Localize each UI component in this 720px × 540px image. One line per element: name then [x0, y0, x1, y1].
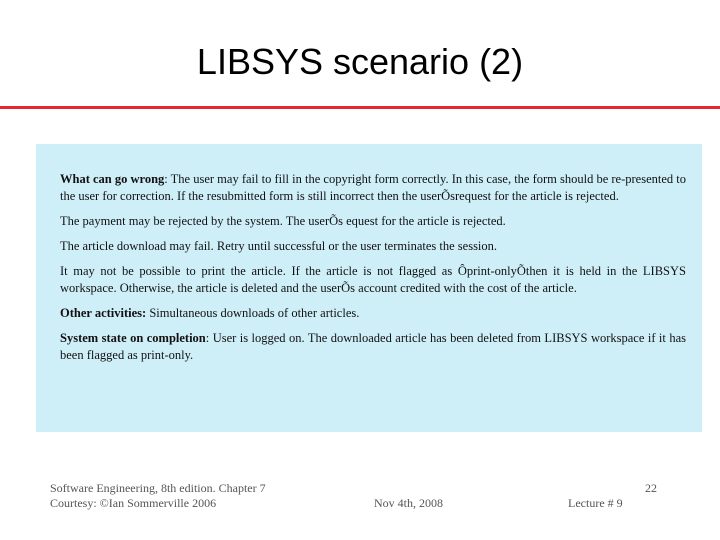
system-state-label: System state on completion	[60, 331, 206, 345]
slide-title: LIBSYS scenario (2)	[196, 41, 524, 82]
footer-lecture: Lecture # 9	[568, 496, 623, 510]
paragraph-system-state	[60, 330, 686, 364]
paragraph-what-can-go-wrong	[60, 171, 686, 205]
footer-book-reference: Software Engineering, 8th edition. Chapter 7	[50, 481, 266, 495]
footer-courtesy: Courtesy: ©Ian Sommerville 2006	[50, 496, 217, 510]
paragraph-print-fail: It may not be possible to print the article. If the article is not flagged as Ôprint-onlyÕthen it is held in the LIBSYS workspace. Otherwise, the article is deleted and the userÕs account credited with the cost of the article.	[60, 264, 686, 295]
scenario-text	[60, 171, 686, 372]
paragraph-download-fail: The article download may fail. Retry until successful or the user terminates the session.	[60, 239, 498, 253]
paragraph-other-activities	[60, 305, 686, 322]
what-can-go-wrong-text: : The user may fail to fill in the copyright form correctly. In this case, the form should be re-presented to the user for correction. If the resubmitted form is still incorrect then the userÕsrequest for the article is rejected.	[60, 172, 687, 203]
other-activities-text: Simultaneous downloads of other articles.	[146, 306, 360, 320]
title-divider	[0, 106, 720, 109]
footer-date: Nov 4th, 2008	[374, 496, 443, 510]
paragraph-payment-rejected: The payment may be rejected by the system. The userÕs equest for the article is rejected.	[60, 214, 506, 228]
what-can-go-wrong-label: What can go wrong	[60, 172, 165, 186]
other-activities-label: Other activities:	[60, 306, 147, 320]
page-number: 22	[645, 481, 657, 495]
system-state-text: : User is logged on. The downloaded article has been deleted from LIBSYS workspace if it has been flagged as print-only.	[60, 331, 686, 362]
